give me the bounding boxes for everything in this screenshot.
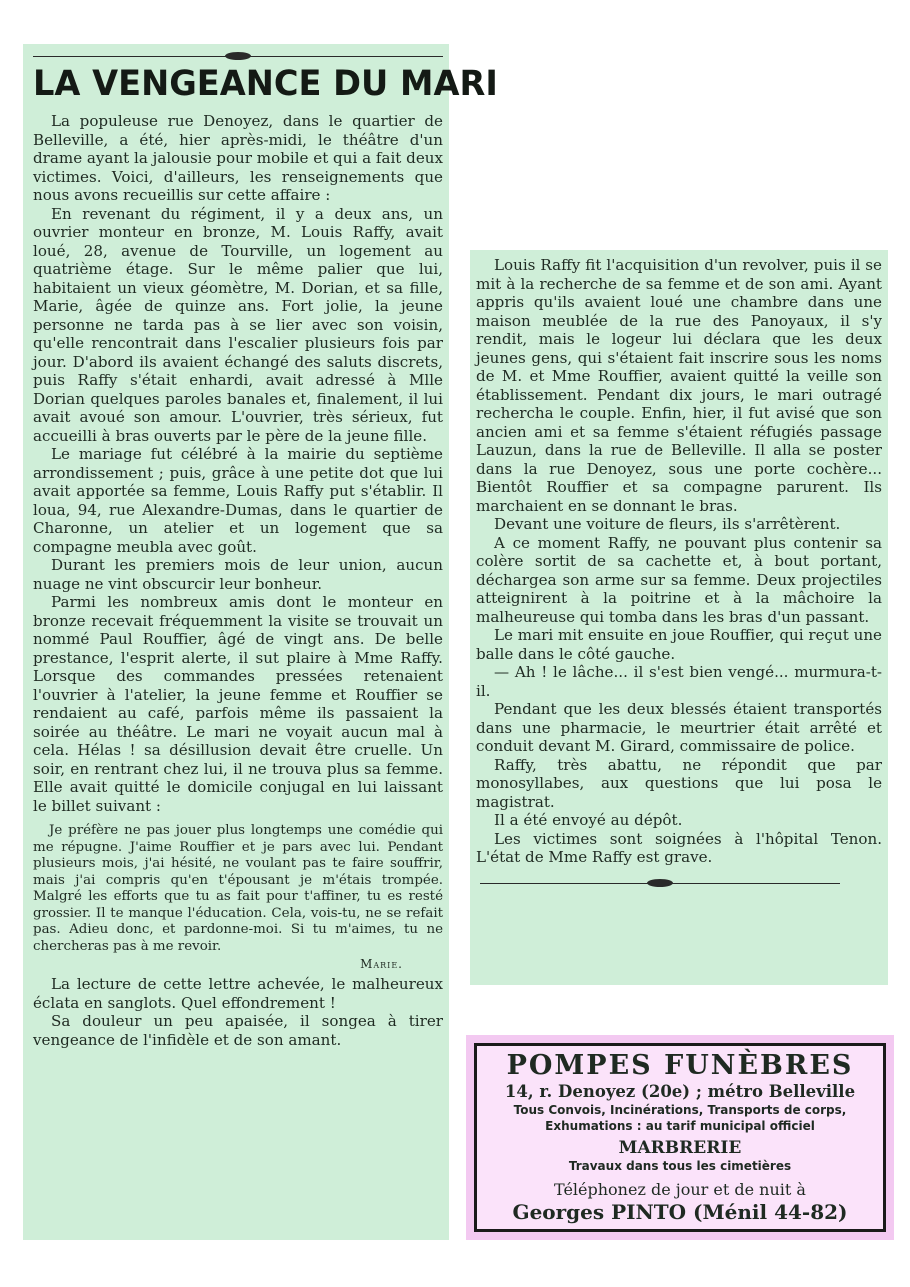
advert-subtitle-detail: Travaux dans tous les cimetières: [568, 1159, 792, 1173]
article-paragraph: Le mariage fut célébré à la mairie du septième arrondissement ; puis, grâce à une petite dot que lui avait apportée sa femme, Louis Raffy put s'établir. Il loua, 94, rue Alexandre-Dumas, dans le quartier de Charonne, un atelier et un logement que sa compagne meubla avec goût.: [33, 445, 443, 556]
article-paragraph: Il a été envoyé au dépôt.: [494, 811, 683, 829]
article-column-left: [23, 44, 498, 1240]
letter-signature: Marie.: [360, 957, 403, 971]
article-paragraph: — Ah ! le lâche... il s'est bien vengé... murmura-t-il.: [476, 663, 882, 700]
ornament-icon: [647, 879, 673, 887]
ornament-rule-end: [480, 877, 840, 891]
advert-title: POMPES FUNÈBRES: [506, 1050, 854, 1081]
article-paragraph: En revenant du régiment, il y a deux ans, un ouvrier monteur en bronze, M. Louis Raffy, avait loué, 28, avenue de Tourville, un logement au quatrième étage. Sur le même palier que lui, habitaient un vieux géomètre, M. Dorian, et sa fille, Marie, âgée de quinze ans. Fort jolie, la jeune personne ne tarda pas à se lier avec son voisin, qu'elle rencontrait dans l'escalier plusieurs fois par jour. D'abord ils avaient échangé des saluts discrets, puis Raffy s'était enhardi, avait adressé à Mlle Dorian quelques paroles banales et, finalement, il lui avait avoué son amour. L'ouvrier, très sérieux, fut accueilli à bras ouverts par le père de la jeune fille.: [33, 204, 443, 445]
article-paragraph: La populeuse rue Denoyez, dans le quartier de Belleville, a été, hier après-midi, le théâtre d'un drame ayant la jalousie pour mobile et qui a fait deux victimes. Voici, d'ailleurs, les renseignements que nous avons recueillis sur cette affaire :: [33, 112, 443, 204]
ornament-icon: [225, 52, 251, 60]
article-paragraph: Pendant que les deux blessés étaient transportés dans une pharmacie, le meurtrier était arrêté et conduit devant M. Girard, commissaire de police.: [476, 700, 882, 755]
article-paragraph: Le mari mit ensuite en joue Rouffier, qui reçut une balle dans le côté gauche.: [476, 626, 882, 663]
article-paragraph: Devant une voiture de fleurs, ils s'arrêtèrent.: [494, 515, 841, 533]
advert-services: Exhumations : au tarif municipal officiel: [545, 1119, 815, 1133]
article-column-right: [470, 250, 888, 985]
article-paragraph: Durant les premiers mois de leur union, aucun nuage ne vint obscurcir leur bonheur.: [33, 556, 443, 593]
advert-name-line: Georges PINTO (Ménil 44-82): [512, 1200, 848, 1224]
article-paragraph: Raffy, très abattu, ne répondit que par monosyllabes, aux questions que lui posa le magistrat.: [476, 755, 882, 811]
article-paragraph: Louis Raffy fit l'acquisition d'un revolver, puis il se mit à la recherche de sa femme et de son ami. Ayant appris qu'ils avaient loué une chambre dans une maison meublée de la rue des Panoyaux, il s'y rendit, mais le logeur lui déclara que les deux jeunes gens, qui s'étaient fait inscrire sous les noms de M. et Mme Rouffier, avaient quitté la veille son établissement. Pendant dix jours, le mari outragé rechercha le couple. Enfin, hier, il fut avisé que son ancien ami et sa femme s'étaient réfugiés passage Lauzun, dans la rue de Belleville. Il alla se poster dans la rue Denoyez, sous une porte cochère... Bientôt Rouffier et sa compagne parurent. Ils marchaient en se donnant le bras.: [476, 256, 882, 515]
article-paragraph: A ce moment Raffy, ne pouvant plus contenir sa colère sortit de sa cachette et, à bout portant, déchargea son arme sur sa femme. Deux projectiles atteignirent à la poitrine et à la mâchoire la malheureuse qui tomba dans les bras d'un passant.: [476, 533, 882, 626]
advert-phone-line: Téléphonez de jour et de nuit à: [554, 1180, 806, 1199]
article-paragraph: Parmi les nombreux amis dont le monteur en bronze recevait fréquemment la visite se trouvait un nommé Paul Rouffier, âgé de vingt ans. De belle prestance, l'esprit alerte, il sut plaire à Mme Raffy. Lorsque des commandes pressées retenaient l'ouvrier à l'atelier, la jeune femme et Rouffier se rendaient au café, parfois même ils passaient la soirée au théâtre. Le mari ne voyait aucun mal à cela. Hélas ! sa désillusion devait être cruelle. Un soir, en rentrant chez lui, il ne trouva plus sa femme. Elle avait quitté le domicile conjugal en lui laissant le billet suivant :: [33, 593, 443, 815]
funeral-advert: [466, 1035, 894, 1240]
advert-subtitle: MARBRERIE: [618, 1138, 742, 1158]
ornament-rule-top: [33, 50, 443, 64]
article-paragraph: La lecture de cette lettre achevée, le malheureux éclata en sanglots. Quel effondrement !: [33, 975, 443, 1012]
article-paragraph: Les victimes sont soignées à l'hôpital Tenon. L'état de Mme Raffy est grave.: [476, 829, 882, 866]
advert-services: Tous Convois, Incinérations, Transports de corps,: [513, 1103, 847, 1117]
advert-frame: [474, 1043, 886, 1232]
article-headline: LA VENGEANCE DU MARI: [33, 64, 498, 104]
article-paragraph: Sa douleur un peu apaisée, il songea à tirer vengeance de l'infidèle et de son amant.: [33, 1012, 443, 1049]
advert-address: 14, r. Denoyez (20e) ; métro Belleville: [504, 1082, 856, 1101]
quoted-letter: Je préfère ne pas jouer plus longtemps une comédie qui me répugne. J'aime Rouffier et je pars avec lui. Pendant plusieurs mois, j'ai hésité, ne voulant pas te faire souffrir, mais j'ai compris qu'en t'épousant je m'étais trompée. Malgré les efforts que tu as fait pour t'affiner, tu es resté grossier. Il te manque l'éducation. Cela, vois-tu, ne se refait pas. Adieu donc, et pardonne-moi. Si tu m'aimes, tu ne chercheras pas à me revoir.: [33, 823, 443, 954]
